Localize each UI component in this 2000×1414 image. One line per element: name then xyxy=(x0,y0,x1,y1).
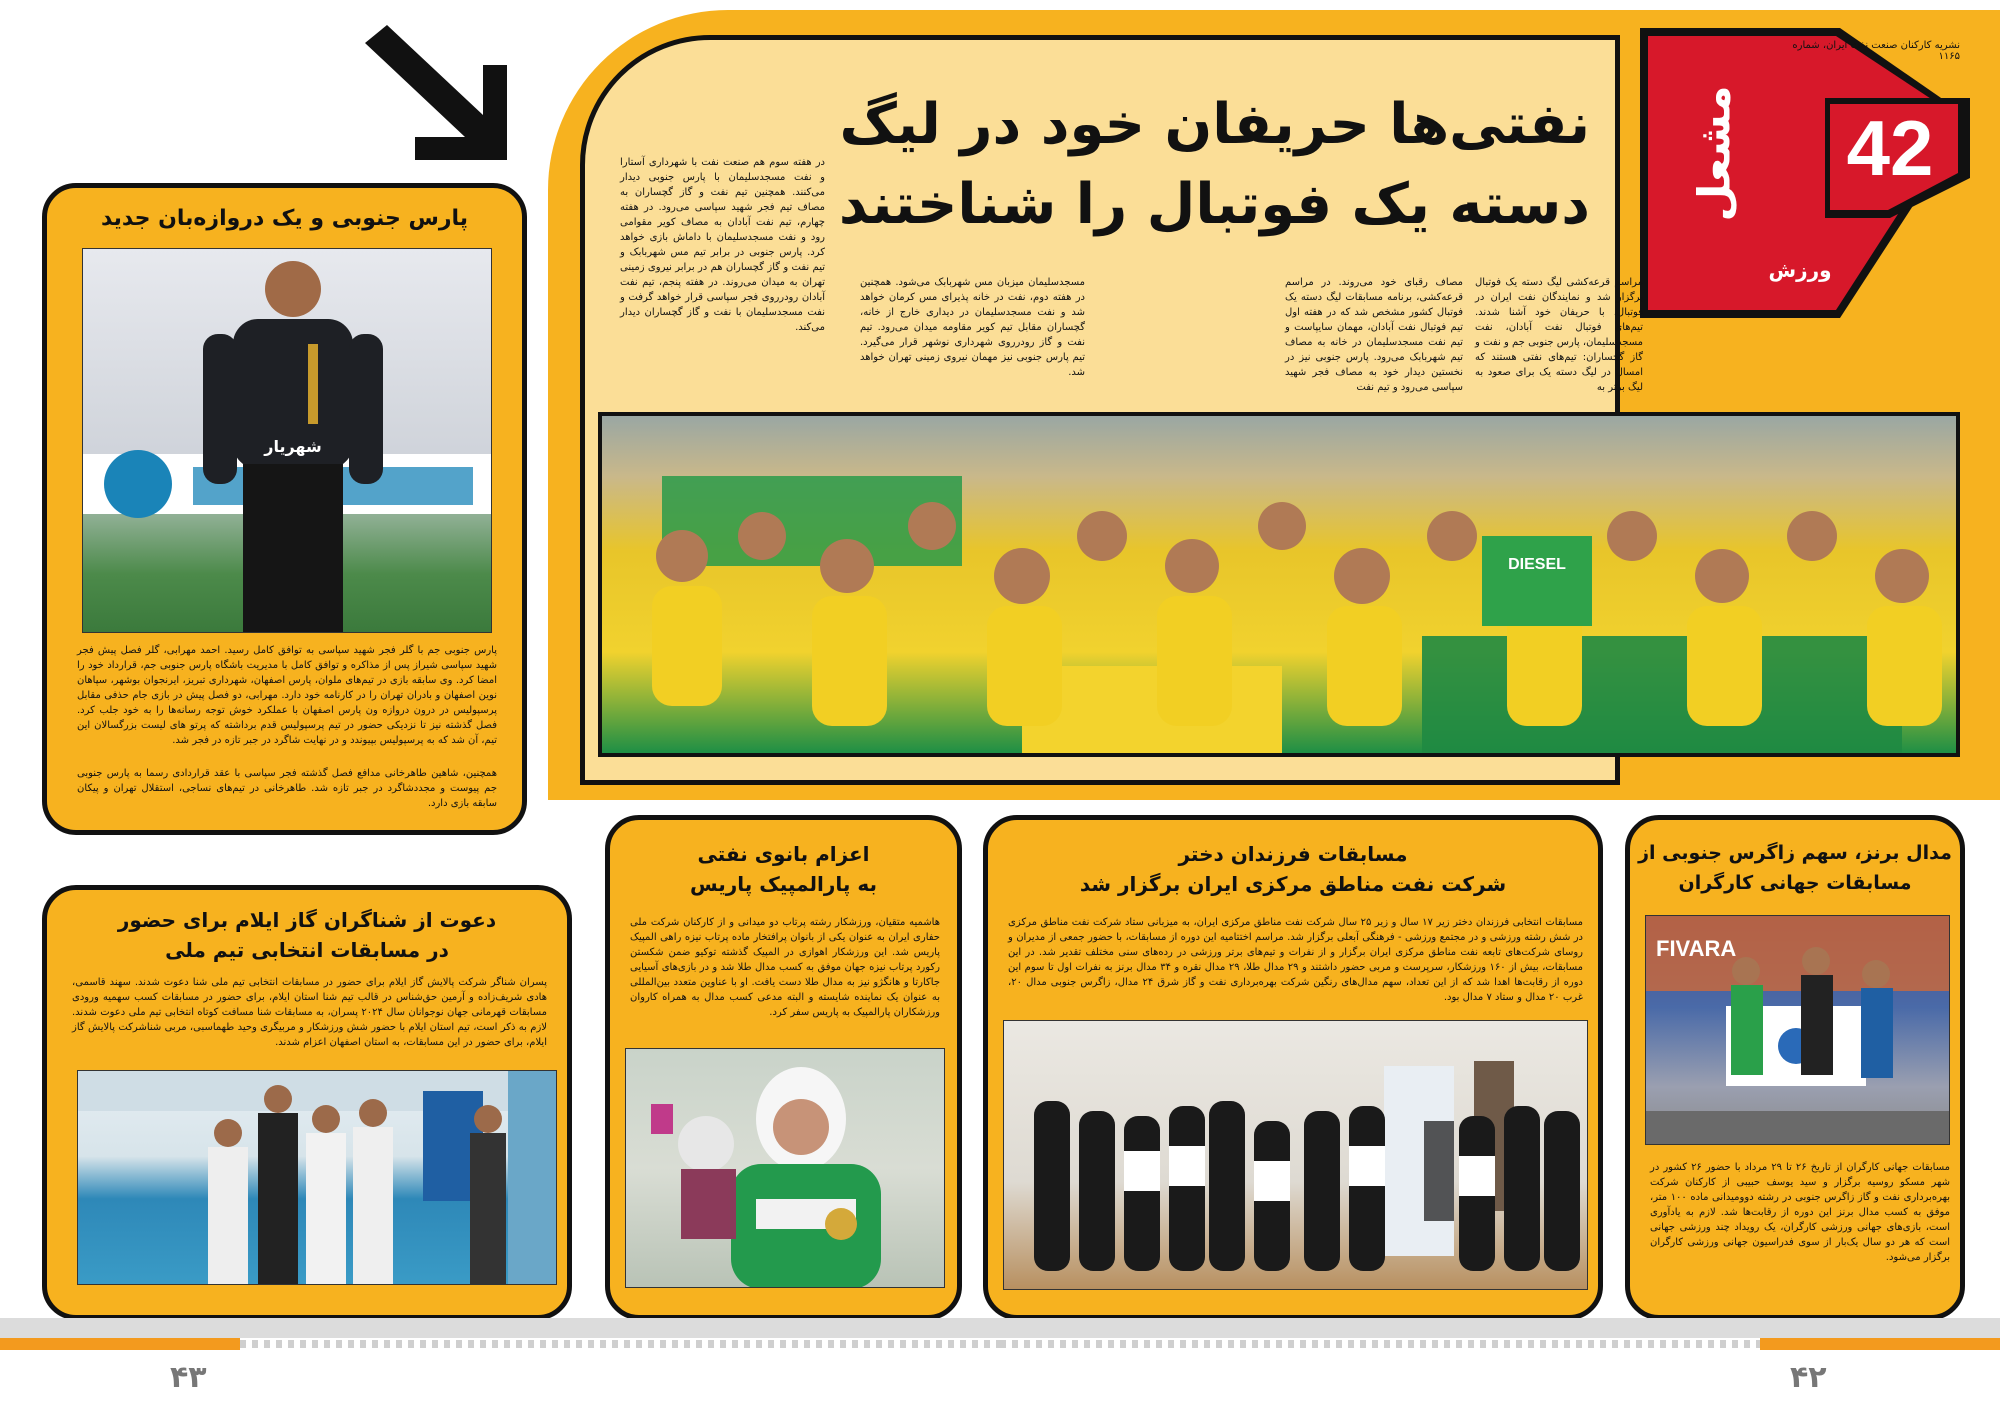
headline-line1: نفتی‌ها حریفان خود در لیگ xyxy=(839,92,1590,157)
main-article-col2: مصاف رقبای خود می‌روند. در مراسم قرعه‌کشی، برنامه مسابقات لیگ دسته یک فوتبال کشور مشخص شد که در هفته اول تیم فوتبال نفت آبادان، مهمان سایپاست و تیم نفت مسجدسلیمان در خانه به مصاف تیم شهربابک می‌رود. پارس جنوبی نیز در نخستین دیدار خود به مصاف فجر شهید سپاسی می‌رود و تیم نفت xyxy=(1285,277,1463,393)
swimmers-figures xyxy=(78,1071,557,1285)
logo-text: مشعل xyxy=(1689,85,1741,222)
footer-accent-left xyxy=(0,1338,240,1350)
diesel-shirt-text: DIESEL xyxy=(1508,556,1566,573)
daughters-photo xyxy=(1003,1020,1588,1290)
footer-bar-left xyxy=(0,1318,1000,1338)
card-daughters-body: مسابقات انتخابی فرزندان دختر زیر ۱۷ سال و زیر ۲۵ سال شرکت نفت مناطق مرکزی ایران، به میزبانی ستاد شرکت نفت مناطق مرکزی در شش رشته ورزشی و در مجتمع ورزشی - فرهنگی آبعلی برگزار شد. مراسم اختتامیه این دوره از مسابقات، با حضور جمعی از مدیران و روسای شرکت‌های تابعه نفت مناطق مرکزی ایران برگزار و از نفرات و تیم‌های برتر ورزشی در رده‌های سنی مختلف تقدیر شد. در این مسابقات، بیش از ۱۶۰ ورزشکار، سرپرست و مربی حضور داشتند و ۲۹ مدال طلا، ۲۹ مدال نقره و ۳۴ مدال برنز به نفرات اول تا سوم این دوره از رقابت‌ها اهدا شد که از این تعداد، سهم مدال‌های رنگین شرکت بهره‌برداری نفت و گاز شرق ۲۴ مدال، زاگرس جنوبی مدال ۲۰، غرب ۲۰ مدال و ستاد ۷ مدال بود. xyxy=(1008,917,1583,1003)
page-badge xyxy=(1640,28,1970,318)
headline-line2: دسته یک فوتبال را شناختند xyxy=(838,172,1590,237)
goalkeeper-shirt-text: شهریار xyxy=(264,437,322,456)
card-goalkeeper-body2: همچنین، شاهین طاهرخانی مدافع فصل گذشته فجر سپاسی با عقد قراردادی رسما به پارس جنوبی جم پیوست و مجددشاگرد در جبر تازه شد. طاهرخانی در تیم‌های نساجی، استقلال تهران و پیکان سابقه بازی دارد. xyxy=(77,768,497,809)
swimmers-photo xyxy=(77,1070,557,1285)
page-number-right: ۴۲ xyxy=(1790,1360,1827,1395)
paralympic-photo xyxy=(625,1048,945,1288)
publication-line: نشریه کارکنان صنعت نفت ایران، شماره ۱۱۶۵ xyxy=(1792,40,1960,62)
main-article-col1: مراسم قرعه‌کشی لیگ دسته یک فوتبال برگزار شد و نمایندگان نفت ایران در فوتبال، با حریفان خود آشنا شدند. تیم‌های فوتبال نفت آبادان، نفت مسجدسلیمان، پارس جنوبی جم و نفت و گاز گچساران: تیم‌های نفتی هستند که امسال در لیگ دسته یک برای صعود به لیگ برتر به xyxy=(1475,277,1643,393)
daughters-group xyxy=(1004,1021,1588,1290)
card-bronze-body: مسابقات جهانی کارگران از تاریخ ۲۶ تا ۲۹ مرداد با حضور ۲۶ کشور در شهر مسکو روسیه برگزار و سید یوسف حبیبی از کارکنان شرکت بهره‌برداری نفت و گاز زاگرس جنوبی در رشته دوومیدانی ماده ۱۰۰ متر، موفق به کسب مدال برنز این دوره از رقابت‌ها شد. لازم به یادآوری است، بازی‌های جهانی ورزشی کارگران، یک رویداد چند ورزشی جهانی است که هر دو سال یک‌بار از سوی فدراسیون جهانی ورزشی کارگران برگزار می‌شود. xyxy=(1650,1162,1951,1263)
main-article-col3: مسجدسلیمان میزبان مس شهربابک می‌شود. همچنین در هفته دوم، نفت در خانه پذیرای مس کرمان خواهد شد و نفت مسجدسلیمان در دیداری خارج از خانه، گچساران مقابل تیم کویر مقاومه میدان می‌رود. تیم نفت و گاز رودرروی شهرداری نوشهر قرار می‌گیرد. تیم پارس جنوبی نیز مهمان نیروی زمینی تهران خواهد شد. xyxy=(860,277,1085,378)
card-swimmers xyxy=(42,885,572,1320)
card-goalkeeper xyxy=(42,183,527,835)
footer-accent-right xyxy=(1760,1338,2000,1350)
card-swimmers-title-line1: دعوت از شناگران گاز ایلام برای حضور xyxy=(117,908,497,932)
card-goalkeeper-title: پارس جنوبی و یک دروازه‌بان جدید xyxy=(100,206,469,231)
card-bronze-title-line2: مسابقات جهانی کارگران xyxy=(1678,872,1912,894)
card-bronze xyxy=(1625,815,1965,1320)
page-number-left: ۴۳ xyxy=(170,1360,207,1395)
card-daughters-title-line2: شرکت نفت مناطق مرکزی ایران برگزار شد xyxy=(1079,872,1507,896)
card-swimmers-title-line2: در مسابقات انتخابی تیم ملی xyxy=(165,938,449,962)
card-paralympic-title-line1: اعزام بانوی نفتی xyxy=(697,842,870,866)
footer-stripe-right xyxy=(1000,1340,1760,1348)
crowd-illustration xyxy=(602,416,1960,757)
section-label: ورزش xyxy=(1768,258,1832,282)
footer-stripe-left xyxy=(240,1340,1000,1348)
footer-bar-right xyxy=(1000,1318,2000,1338)
card-goalkeeper-body: پارس جنوبی جم با گلر فجر شهید سپاسی به توافق کامل رسید. احمد مهرابی، گلر فصل پیش فجر شهید سپاسی شیراز پس از مذاکره و توافق کامل با مدیریت باشگاه پارس جنوبی جم، قرارداد خود را امضا کرد. وی سابقه بازی در تیم‌های ملوان، پارس اصفهان، شهرداری تبریز، ایرنجوان بوشهر، سپاهان نوین اصفهان و بادران تهران را در کارنامه خود دارد. مهرابی، دو فصل پیش در بازی جام حذفی مقابل پرسپولیس در درون دروازه ون پارس اصفهان با عملکرد خوش توجه رسانه‌ها را به خود جلب کرد. فصل گذشته نیز تا نزدیکی حضور در تیم پرسپولیس قدم برداشته که پرتو های لیست بزرگسالان این تیم، آن شد که به پرسپولیس بپیوندد و در نهایت شاگرد در جبر تازه در فجر شد. xyxy=(77,645,497,746)
card-daughters-title-line1: مسابقات فرزندان دختر xyxy=(1178,842,1408,866)
bronze-photo xyxy=(1645,915,1950,1145)
main-photo-fans xyxy=(598,412,1960,757)
card-daughters xyxy=(983,815,1603,1320)
card-paralympic xyxy=(605,815,962,1320)
card-paralympic-body: هاشمیه متقیان، ورزشکار رشته پرتاب دو میدانی و از کارکنان شرکت ملی حفاری ایران به عنوان یکی از بانوان پرافتخار ماده پرتاب نیزه راهی المپیک پاریس شد. این ورزشکار اهوازی در المپیک گذشته توکیو ضمن شکستن رکورد پرتاب نیزه جهان موفق به کسب مدال طلا شد و در بازی‌های آسیایی جاکارتا و هانگژو نیز به مدال طلا دست یافت. او با عناوین متعدد بین‌المللی به عنوان یک نماینده شایسته و البته مدعی کسب مدال به همراه کاروان ورزشکاران پارالمپیک به پاریس سفر کرد. xyxy=(630,917,940,1018)
main-article-col4: در هفته سوم هم صنعت نفت با شهرداری آستارا و نفت مسجدسلیمان با پارس جنوبی دیدار می‌کنند. همچنین تیم نفت و گاز گچساران به مصاف تیم فجر شهید سپاسی می‌رود. در هفته چهارم، تیم نفت آبادان به مصاف کویر مقوامی رود و نفت مسجدسلیمان با داماش بازی خواهد کرد. پارس جنوبی در برابر تیم مس شهربابک و تیم نفت و گاز گچساران هم در برابر نیروی زمینی تهران به میدان می‌روند. در هفته پنجم، تیم نفت آبادان رودرروی فجر سپاسی قرار خواهد گرفت و نفت مسجدسلیمان با نفت و گاز گچساران دیدار می‌کند. xyxy=(620,157,825,333)
card-swimmers-body: پسران شناگر شرکت پالایش گاز ایلام برای حضور در مسابقات انتخابی تیم ملی شنا دعوت شدند. سهند قاسمی، هادی شریف‌زاده و آرمین حق‌شناس در قالب تیم شنا استان ایلام، برای حضور در مسابقات کسب سهمیه ورودی مسابقات قهرمانی جهان نوجوانان سال ۲۰۲۴ پسران، به مسابقات شنا مسافت کوتاه انتخابی تیم ملی دعوت شدند. لازم به ذکر است، تیم استان ایلام با حضور شش ورزشکار و مربیگری وحید طهماسبی، مربی شناشرکت پالایش گاز ایلام، برای حضور در این مسابقات، به استان اصفهان اعزام شدند. xyxy=(72,977,547,1048)
bronze-photo-banner: FIVARA xyxy=(1656,936,1737,961)
goalkeeper-photo xyxy=(82,248,492,633)
card-bronze-title-line1: مدال برنز، سهم زاگرس جنوبی از xyxy=(1638,842,1952,864)
arrow-down-right-icon xyxy=(355,25,515,170)
page-number: 42 xyxy=(1846,104,1934,192)
card-paralympic-title-line2: به پارالمپیک پاریس xyxy=(690,872,877,896)
paralympic-athlete xyxy=(626,1049,945,1288)
